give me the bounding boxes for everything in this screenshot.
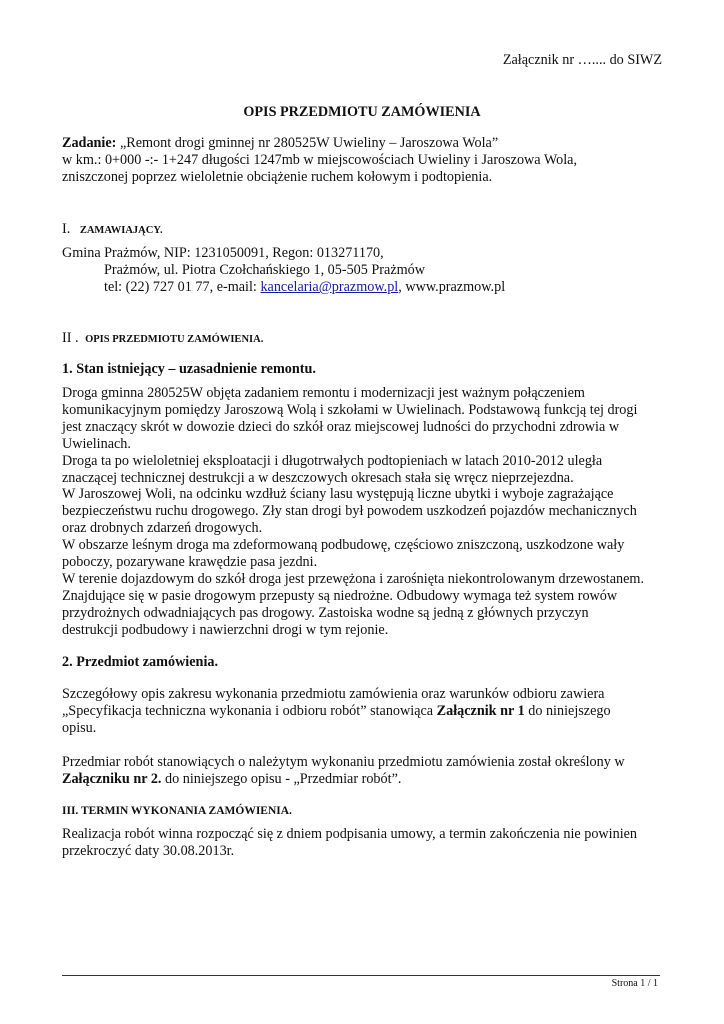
section-3-heading: III. TERMIN WYKONANIA ZAMÓWIENIA.: [62, 805, 292, 817]
orderer-website: , www.prazmow.pl: [398, 279, 506, 295]
paragraph-line: W Jaroszowej Woli, na odcinku wzdłuż ściany lasu występują liczne ubytki i wyboje zagrażające: [62, 486, 614, 503]
paragraph-line: Uwielinach.: [62, 435, 131, 452]
paragraph-line: Realizacja robót winna rozpocząć się z dniem podpisania umowy, a termin zakończenia nie powinien: [62, 826, 638, 842]
section-1-title: ZAMAWIAJĄCY.: [79, 225, 163, 236]
paragraph-line: bezpieczeństwu ruchu drogowego. Zły stan drogi był powodem uszkodzeń pojazdów mechanicznych: [62, 503, 637, 520]
paragraph-line: [62, 771, 667, 788]
bill-reference: do niniejszego opisu - „Przedmiar robót”.: [161, 770, 402, 787]
paragraph-line: znaczącej technicznej destrukcji a w deszczowych okresach stała się wręcz nieprzejezdna.: [62, 469, 574, 486]
paragraph-line: Szczegółowy opis zakresu wykonania przedmiotu zamówienia oraz warunków odbioru zawiera: [62, 686, 605, 702]
orderer-address: Prażmów, ul. Piotra Czołchańskiego 1, 05-505 Prażmów: [104, 262, 425, 278]
paragraph-line: komunikacyjnym pomiędzy Jaroszową Wolą i szkołami w Uwielinach. Podstawową funkcją tej drogi: [62, 401, 638, 418]
paragraph-line: Droga gminna 280525W objęta zadaniem remontu i modernizacji jest ważnym połączeniem: [62, 385, 585, 401]
section-1-heading: [62, 221, 163, 239]
paragraph-line: Przedmiar robót stanowiących o należytym wykonaniu przedmiotu zamówienia został określony w: [62, 754, 625, 770]
task-line-3: zniszczonej poprzez wieloletnie obciążenie ruchem kołowym i podtopienia.: [62, 168, 493, 185]
subsection-2-heading: 2. Przedmiot zamówienia.: [62, 654, 219, 670]
orderer-phone: tel: (22) 727 01 77, e-mail:: [104, 279, 261, 295]
section-2-title: OPIS PRZEDMIOTU ZAMÓWIENIA.: [85, 334, 264, 345]
paragraph-line: jest znaczący skrót w dowozie dzieci do szkół oraz miejscowej ludności do przychodni zdrowia w: [62, 418, 620, 435]
paragraph-line: destrukcji podbudowy i nawierzchni drogi w tym rejonie.: [62, 621, 389, 638]
document-title: OPIS PRZEDMIOTU ZAMÓWIENIA: [243, 104, 481, 120]
section-1-numeral: I.: [62, 221, 71, 237]
orderer-line-1: Gmina Prażmów, NIP: 1231050091, Regon: 013271170,: [62, 245, 384, 261]
spec-reference: „Specyfikacja techniczna wykonania i odbioru robót” stanowiąca: [62, 702, 437, 719]
paragraph-line: [62, 703, 667, 720]
paragraph-line: W obszarze leśnym droga ma zdeformowaną podbudowę, częściowo zniszczoną, uszkodzone wały: [62, 537, 625, 554]
attachment-2-ref: Załączniku nr 2.: [62, 770, 162, 787]
paragraph-line: opisu.: [62, 719, 97, 736]
footer-divider: [62, 975, 660, 976]
subsection-2-body: [62, 686, 667, 737]
paragraph-line: Znajdujące się w pasie drogowym przepusty są niedrożne. Odbudowy wymaga też system rowów: [62, 587, 618, 604]
task-line-1: „Remont drogi gminnej nr 280525W Uwieliny – Jaroszowa Wola”: [116, 135, 499, 151]
section-2-numeral: II .: [62, 330, 79, 346]
paragraph-line: oraz drobnych zdarzeń drogowych.: [62, 520, 263, 537]
attachment-header: Załącznik nr ….... do SIWZ: [502, 52, 662, 68]
paragraph-line: przydrożnych odwadniających pas drogowy. Zastoiska wodne są jedną z głównych przyczyn: [62, 604, 589, 621]
page-number: Strona 1 / 1: [611, 978, 658, 989]
task-line-2: w km.: 0+000 -:- 1+247 długości 1247mb w miejscowościach Uwieliny i Jaroszowa Wola,: [62, 151, 578, 168]
paragraph-line: Droga ta po wieloletniej eksploatacji i długotrwałych podtopieniach w latach 2010-2012 uległa: [62, 452, 603, 469]
spec-reference-end: do niniejszego: [524, 702, 611, 719]
paragraph-line: W terenie dojazdowym do szkół droga jest przewężona i zarośnięta niekontrolowanym drzewostanem.: [62, 570, 645, 587]
attachment-1-ref: Załącznik nr 1: [436, 702, 525, 719]
subsection-1-body: [62, 385, 667, 639]
paragraph-line: poboczy, pozarywane krawędzie pasa jezdni.: [62, 554, 318, 571]
section-2-heading: [62, 330, 263, 348]
section-3-body: [62, 826, 667, 860]
orderer-contact: [104, 279, 505, 296]
email-link[interactable]: kancelaria@prazmow.pl: [260, 279, 399, 295]
task-label: Zadanie:: [62, 135, 117, 151]
task-block: [62, 135, 667, 186]
bill-of-quantities-paragraph: [62, 754, 667, 788]
subsection-1-heading: 1. Stan istniejący – uzasadnienie remontu.: [62, 361, 316, 377]
paragraph-line: przekroczyć daty 30.08.2013r.: [62, 842, 235, 859]
